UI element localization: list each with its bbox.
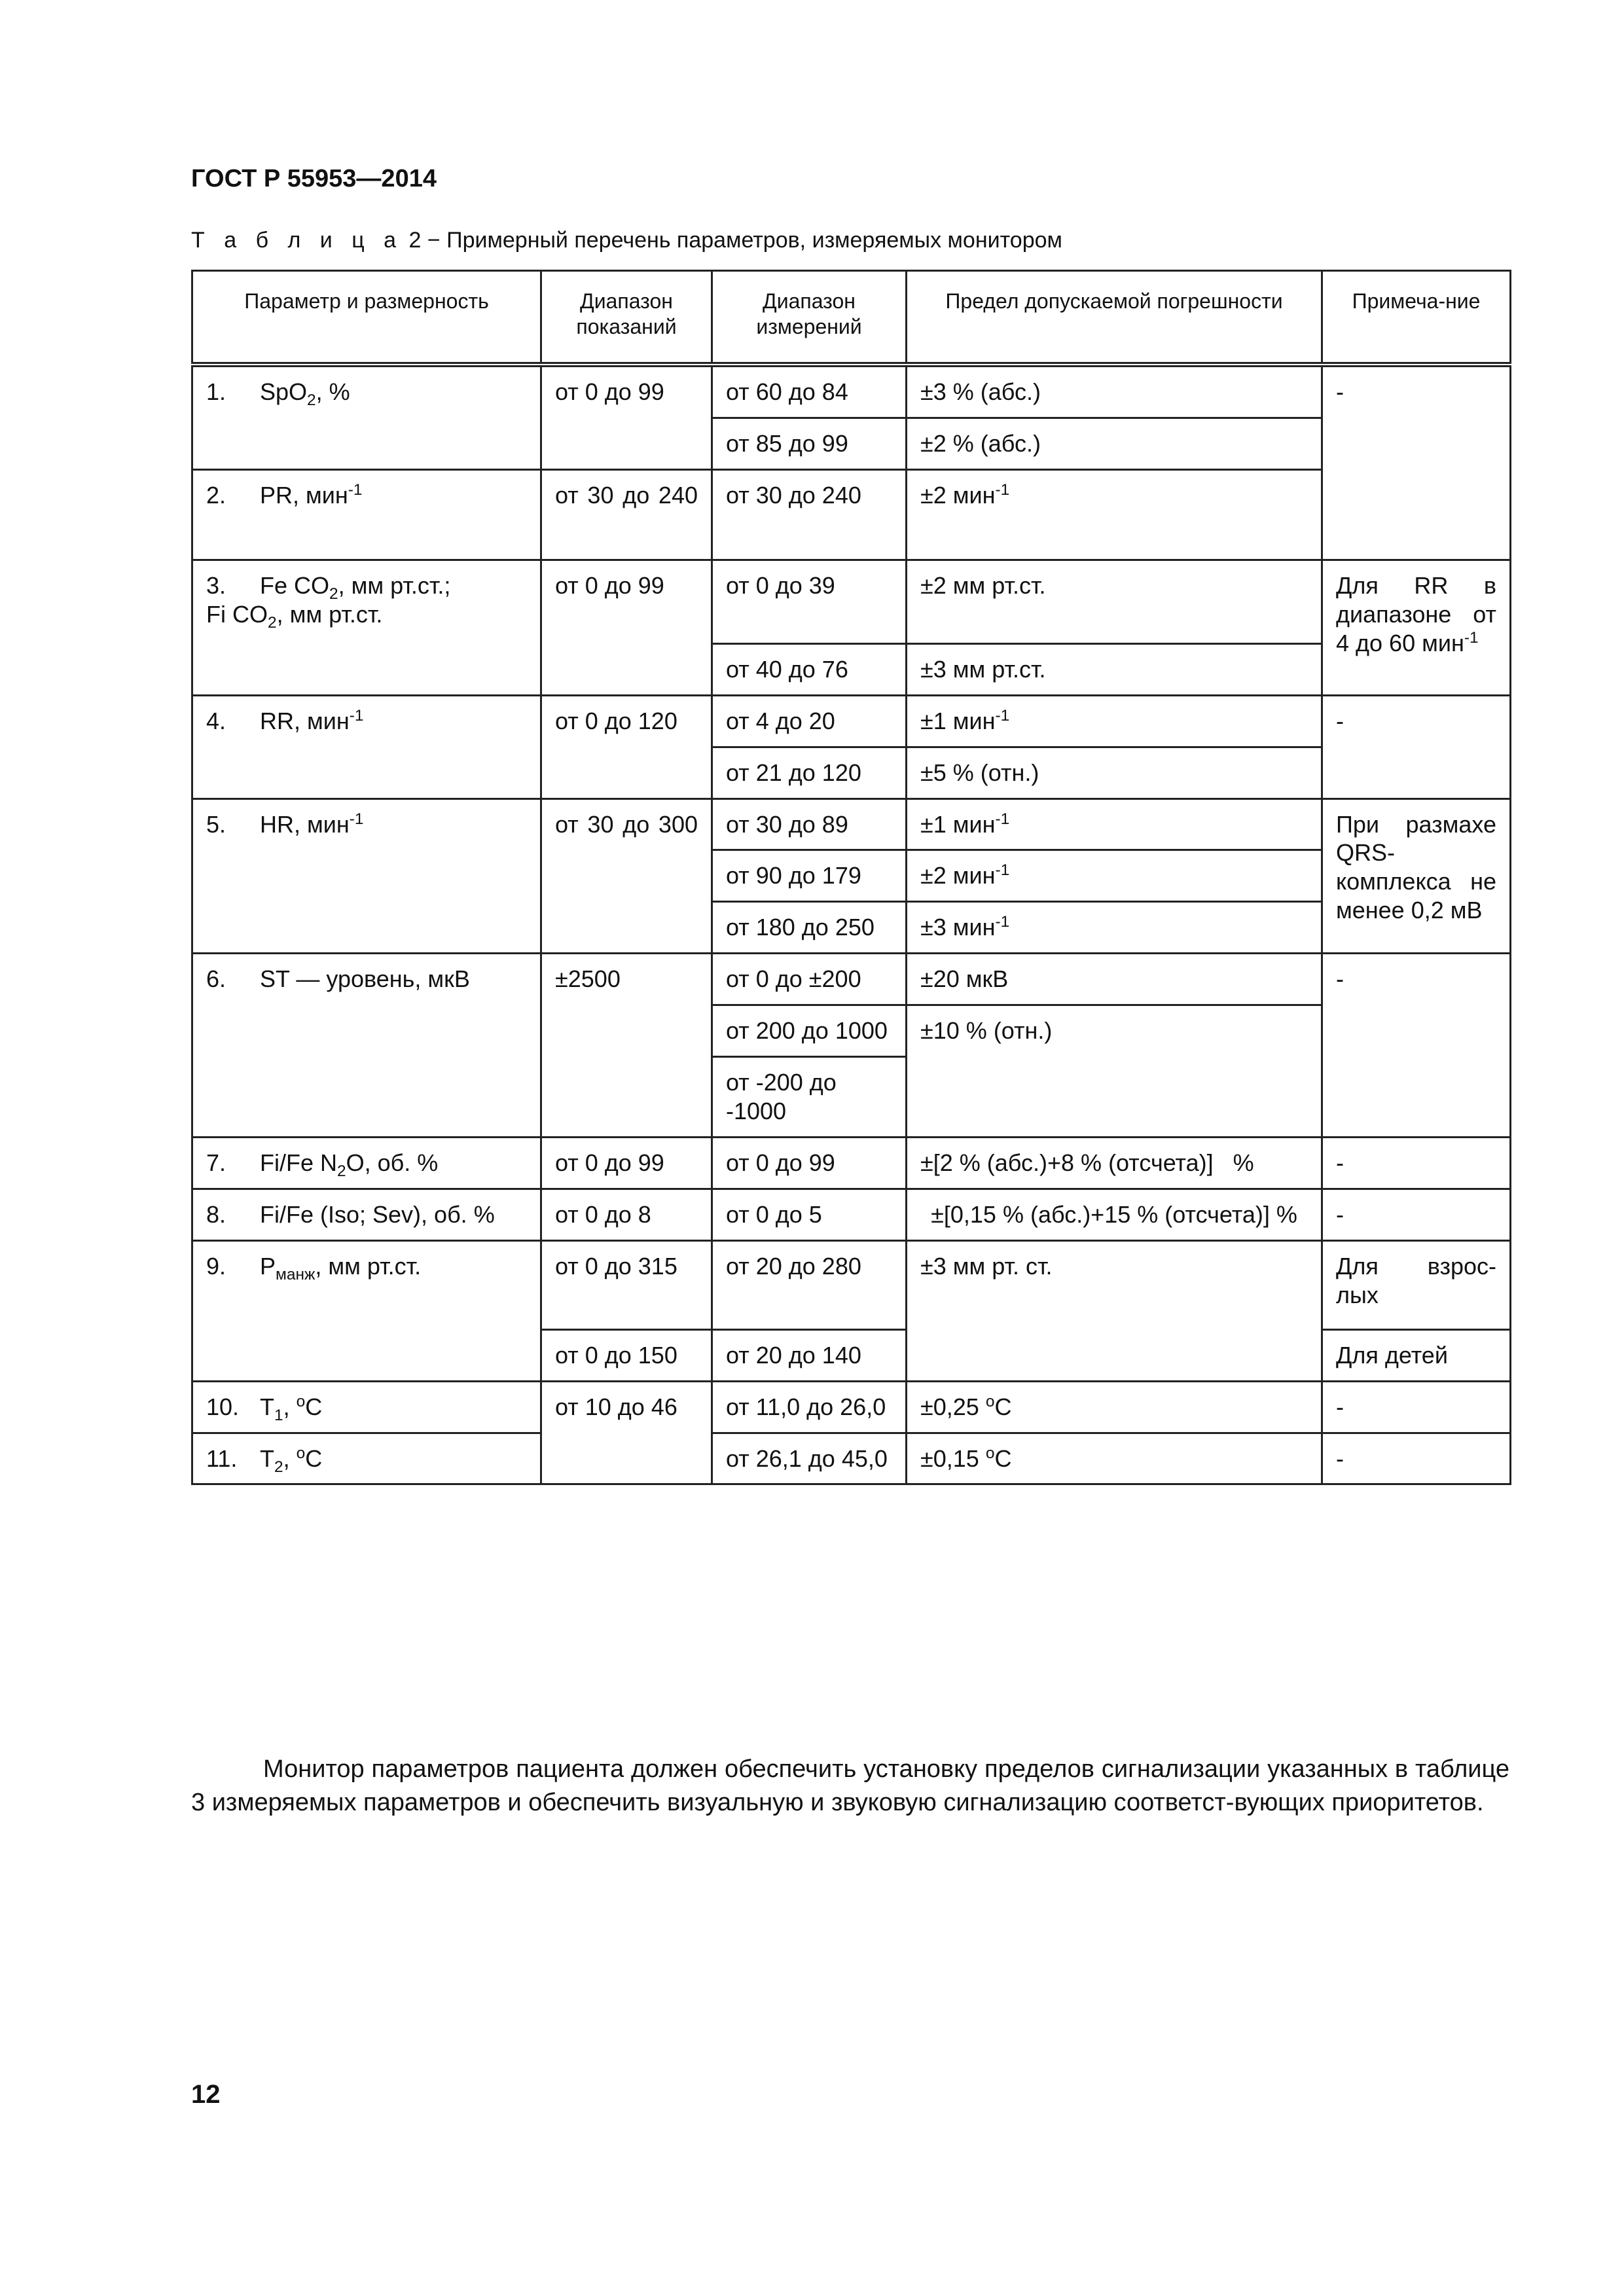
range-measure-cell: от 30 до 240: [712, 469, 907, 560]
error-cell: ±2 мм рт.ст.: [907, 560, 1322, 643]
table-row: [192, 365, 1511, 418]
param-cell: 1. SpO$_2$, %: [192, 365, 541, 469]
error-cell: ±3 % (абс.): [907, 365, 1322, 418]
error-cell: ±3 мм рт. ст.: [907, 1240, 1322, 1381]
caption-text: − Примерный перечень параметров, измеряемых монитором: [427, 228, 1062, 253]
error-cell: ±2 мин$^{-1}$: [907, 469, 1322, 560]
param-cell: 6. ST — уровень, мкВ: [192, 954, 541, 1138]
range-measure-cell: от 11,0 до 26,0: [712, 1381, 907, 1433]
table-row: [192, 1240, 1511, 1329]
note-cell: -: [1322, 954, 1511, 1138]
table-row: [192, 798, 1511, 850]
col-header-range-display: Диапазон показаний: [541, 271, 712, 365]
note-cell: Для RR в диапазоне от 4 до 60 мин$^{-1}$: [1322, 560, 1511, 695]
table-row: [192, 1381, 1511, 1433]
error-cell: ±5 % (отн.): [907, 747, 1322, 798]
note-cell: -: [1322, 1433, 1511, 1484]
page-number: 12: [191, 2080, 221, 2109]
table-row: [192, 954, 1511, 1005]
error-cell: ±20 мкВ: [907, 954, 1322, 1005]
range-display-cell: ±2500: [541, 954, 712, 1138]
param-cell: 10. $T_1$, $^o$C: [192, 1381, 541, 1433]
param-cell: 2. PR, мин$^{-1}$: [192, 469, 541, 560]
range-measure-cell: от 180 до 250: [712, 902, 907, 954]
parameters-table: [191, 270, 1511, 1485]
note-cell: Для детей: [1322, 1329, 1511, 1381]
col-header-range-measure: Диапазон измерений: [712, 271, 907, 365]
note-cell: -: [1322, 365, 1511, 560]
range-measure-cell: от 40 до 76: [712, 643, 907, 695]
error-cell: ±3 мм рт.ст.: [907, 643, 1322, 695]
col-header-note: Примеча-ние: [1322, 271, 1511, 365]
error-cell: ±1 мин$^{-1}$: [907, 695, 1322, 747]
table-row: [192, 1189, 1511, 1240]
range-measure-cell: от 90 до 179: [712, 850, 907, 902]
note-cell: Для взрос-лых: [1322, 1240, 1511, 1329]
range-measure-cell: от 200 до 1000: [712, 1005, 907, 1057]
table-caption: [191, 228, 1062, 253]
range-measure-cell: от 20 до 280: [712, 1240, 907, 1329]
range-measure-cell: от 60 до 84: [712, 365, 907, 418]
param-cell: 4. RR, мин$^{-1}$: [192, 695, 541, 798]
range-display-cell: от 0 до 99: [541, 1137, 712, 1189]
param-cell: 9. $P_{манж}$, мм рт.ст.: [192, 1240, 541, 1381]
error-cell: ±[2 % (абс.)+8 % (отсчета)] %: [907, 1137, 1322, 1189]
error-cell: ±0,25 $^o$C: [907, 1381, 1322, 1433]
error-cell: ±2 мин$^{-1}$: [907, 850, 1322, 902]
note-cell: -: [1322, 695, 1511, 798]
table-row: [192, 695, 1511, 747]
param-cell: 7. Fi/Fe $N_2O$, об. %: [192, 1137, 541, 1189]
caption-number: 2: [408, 228, 422, 253]
range-display-cell: от 0 до 315: [541, 1240, 712, 1329]
range-measure-cell: от 21 до 120: [712, 747, 907, 798]
range-measure-cell: от 0 до 99: [712, 1137, 907, 1189]
note-cell: -: [1322, 1381, 1511, 1433]
col-header-error-limit: Предел допускаемой погрешности: [907, 271, 1322, 365]
range-measure-cell: от 20 до 140: [712, 1329, 907, 1381]
range-measure-cell: от -200 до -1000: [712, 1057, 907, 1138]
caption-label: Т а б л и ц а: [191, 228, 403, 253]
range-display-cell: от 0 до 99: [541, 365, 712, 469]
error-cell: ±10 % (отн.): [907, 1005, 1322, 1138]
table-row: [192, 560, 1511, 643]
table-row: [192, 1137, 1511, 1189]
range-display-cell: от 0 до 120: [541, 695, 712, 798]
range-display-cell: от 30 до 300: [541, 798, 712, 954]
range-measure-cell: от 0 до 39: [712, 560, 907, 643]
error-cell: ±3 мин$^{-1}$: [907, 902, 1322, 954]
range-display-cell: от 0 до 150: [541, 1329, 712, 1381]
param-cell: 8. Fi/Fe (Iso; Sev), об. %: [192, 1189, 541, 1240]
table-header-row: [192, 271, 1511, 365]
error-cell: ±[0,15 % (абс.)+15 % (отсчета)] %: [907, 1189, 1322, 1240]
range-measure-cell: от 30 до 89: [712, 798, 907, 850]
param-cell: 5. HR, мин$^{-1}$: [192, 798, 541, 954]
range-display-cell: от 0 до 8: [541, 1189, 712, 1240]
col-header-param: Параметр и размерность: [192, 271, 541, 365]
error-cell: ±1 мин$^{-1}$: [907, 798, 1322, 850]
range-display-cell: от 30 до 240: [541, 469, 712, 560]
range-measure-cell: от 26,1 до 45,0: [712, 1433, 907, 1484]
body-paragraph: Монитор параметров пациента должен обеспечить установку пределов сигнализации указанных в таблице 3 измеряемых параметров и обеспечить визуальную и звуковую сигнализацию соответст-вующих приоритетов.: [191, 1755, 1509, 1817]
range-measure-cell: от 4 до 20: [712, 695, 907, 747]
document-header: ГОСТ Р 55953—2014: [191, 165, 437, 192]
range-measure-cell: от 85 до 99: [712, 418, 907, 469]
param-cell: 3. Fe $CO_2$, мм рт.ст.; Fi $CO_2$, мм рт.ст.: [192, 560, 541, 695]
range-display-cell: от 0 до 99: [541, 560, 712, 695]
note-cell: При размахе QRS-комплекса не менее 0,2 мВ: [1322, 798, 1511, 954]
table-row: [192, 1433, 1511, 1484]
table-row: [192, 469, 1511, 560]
note-cell: -: [1322, 1189, 1511, 1240]
range-display-cell: от 10 до 46: [541, 1381, 712, 1484]
note-cell: -: [1322, 1137, 1511, 1189]
range-measure-cell: от 0 до ±200: [712, 954, 907, 1005]
range-measure-cell: от 0 до 5: [712, 1189, 907, 1240]
param-cell: 11. $T_2$, $^o$C: [192, 1433, 541, 1484]
error-cell: ±0,15 $^o$C: [907, 1433, 1322, 1484]
error-cell: ±2 % (абс.): [907, 418, 1322, 469]
